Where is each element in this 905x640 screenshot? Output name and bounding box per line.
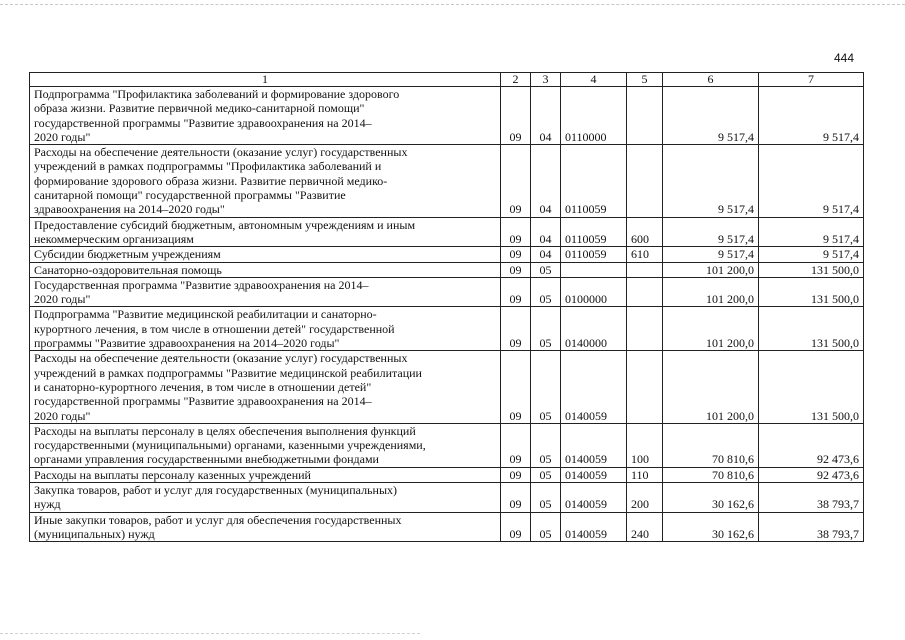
row-name-line: (муниципальных) нужд	[34, 526, 155, 541]
row-name-cell	[30, 145, 501, 217]
row-name-line: Подпрограмма "Развитие медицинской реабилитации и санаторно-	[34, 307, 377, 322]
cell-c7: 38 793,7	[759, 512, 864, 542]
row-name-line: нужд	[34, 497, 61, 512]
table-row	[30, 262, 864, 277]
cell-c4: 0140059	[561, 351, 627, 423]
cell-c4: 0140000	[561, 307, 627, 351]
cell-c2: 09	[501, 277, 531, 307]
cell-c3: 05	[531, 351, 561, 423]
row-name-cell	[30, 247, 501, 262]
cell-c4: 0140059	[561, 512, 627, 542]
row-name-line: Расходы на обеспечение деятельности (оказание услуг) государственных	[34, 145, 408, 160]
cell-c6: 101 200,0	[663, 262, 759, 277]
cell-c2: 09	[501, 423, 531, 467]
cell-c3: 04	[531, 247, 561, 262]
cell-c5	[627, 87, 663, 145]
row-name-line: Иные закупки товаров, работ и услуг для обеспечения государственных	[34, 512, 402, 527]
row-name-cell	[30, 351, 501, 423]
cell-c2: 09	[501, 145, 531, 217]
header-cell-3: 3	[531, 73, 561, 87]
cell-c2: 09	[501, 483, 531, 513]
cell-c3: 05	[531, 483, 561, 513]
header-cell-6: 6	[663, 73, 759, 87]
page-number: 444	[834, 51, 855, 65]
cell-c2: 09	[501, 307, 531, 351]
row-name-line: 2020 годы"	[34, 292, 91, 307]
cell-c5	[627, 351, 663, 423]
table-row	[30, 277, 864, 307]
header-row	[30, 73, 864, 87]
row-name-line: 2020 годы"	[34, 129, 91, 144]
row-name-cell	[30, 423, 501, 467]
scan-artifact-top	[0, 4, 905, 5]
table-row	[30, 512, 864, 542]
cell-c2: 09	[501, 87, 531, 145]
table-row	[30, 483, 864, 513]
row-name-line: органами управления государственными внебюджетными фондами	[34, 452, 379, 467]
cell-c6: 9 517,4	[663, 217, 759, 247]
header-cell-1: 1	[30, 73, 501, 87]
row-name-line: Закупка товаров, работ и услуг для государственных (муниципальных)	[34, 483, 398, 498]
row-name-line: учреждений в рамках подпрограммы "Профилактика заболеваний и	[34, 159, 382, 174]
cell-c7: 92 473,6	[759, 467, 864, 482]
cell-c5: 610	[627, 247, 663, 262]
row-name-line: Расходы на обеспечение деятельности (оказание услуг) государственных	[34, 351, 408, 366]
cell-c7: 9 517,4	[759, 247, 864, 262]
cell-c2: 09	[501, 247, 531, 262]
cell-c2: 09	[501, 512, 531, 542]
cell-c3: 05	[531, 467, 561, 482]
cell-c5	[627, 145, 663, 217]
header-cell-4: 4	[561, 73, 627, 87]
row-name-line: учреждений в рамках подпрограммы "Развитие медицинской реабилитации	[34, 365, 422, 380]
cell-c5: 240	[627, 512, 663, 542]
cell-c7: 131 500,0	[759, 277, 864, 307]
cell-c4: 0110059	[561, 247, 627, 262]
cell-c5: 100	[627, 423, 663, 467]
table-row	[30, 423, 864, 467]
cell-c7: 38 793,7	[759, 483, 864, 513]
cell-c6: 101 200,0	[663, 307, 759, 351]
cell-c5: 200	[627, 483, 663, 513]
header-cell-5: 5	[627, 73, 663, 87]
row-name-cell	[30, 262, 501, 277]
header-cell-2: 2	[501, 73, 531, 87]
cell-c4: 0110059	[561, 145, 627, 217]
scan-artifact-bottom	[0, 633, 420, 634]
header-cell-7: 7	[759, 73, 864, 87]
cell-c4	[561, 262, 627, 277]
cell-c3: 05	[531, 512, 561, 542]
cell-c6: 30 162,6	[663, 483, 759, 513]
cell-c3: 05	[531, 277, 561, 307]
budget-table	[29, 72, 864, 542]
cell-c2: 09	[501, 262, 531, 277]
cell-c3: 04	[531, 217, 561, 247]
cell-c6: 70 810,6	[663, 467, 759, 482]
cell-c4: 0100000	[561, 277, 627, 307]
row-name-cell	[30, 512, 501, 542]
cell-c4: 0140059	[561, 483, 627, 513]
row-name-line: Субсидии бюджетным учреждениям	[34, 247, 221, 262]
row-name-line: санитарной помощи" государственной программы "Развитие	[34, 188, 346, 203]
cell-c4: 0110059	[561, 217, 627, 247]
cell-c7: 131 500,0	[759, 351, 864, 423]
table-row	[30, 467, 864, 482]
cell-c5: 110	[627, 467, 663, 482]
cell-c3: 05	[531, 423, 561, 467]
table-row	[30, 217, 864, 247]
row-name-line: государственной программы "Развитие здравоохранения на 2014–	[34, 115, 372, 130]
cell-c4: 0140059	[561, 423, 627, 467]
row-name-line: государственными (муниципальными) органами, казенными учреждениями,	[34, 438, 426, 453]
cell-c7: 131 500,0	[759, 262, 864, 277]
row-name-line: 2020 годы"	[34, 408, 91, 423]
cell-c5: 600	[627, 217, 663, 247]
cell-c2: 09	[501, 351, 531, 423]
table-row	[30, 351, 864, 423]
cell-c7: 92 473,6	[759, 423, 864, 467]
cell-c6: 101 200,0	[663, 277, 759, 307]
row-name-cell	[30, 87, 501, 145]
table-row	[30, 145, 864, 217]
row-name-line: курортного лечения, в том числе в отношении детей" государственной	[34, 321, 395, 336]
cell-c6: 70 810,6	[663, 423, 759, 467]
row-name-line: образа жизни. Развитие первичной медико-санитарной помощи"	[34, 101, 365, 116]
cell-c5	[627, 277, 663, 307]
cell-c3: 05	[531, 307, 561, 351]
cell-c4: 0110000	[561, 87, 627, 145]
row-name-line: Расходы на выплаты персоналу в целях обеспечения выполнения функций	[34, 423, 416, 438]
cell-c5	[627, 307, 663, 351]
row-name-cell	[30, 467, 501, 482]
cell-c6: 9 517,4	[663, 87, 759, 145]
cell-c3: 04	[531, 145, 561, 217]
cell-c5	[627, 262, 663, 277]
cell-c7: 9 517,4	[759, 217, 864, 247]
cell-c3: 04	[531, 87, 561, 145]
row-name-cell	[30, 217, 501, 247]
cell-c4: 0140059	[561, 467, 627, 482]
cell-c6: 101 200,0	[663, 351, 759, 423]
cell-c7: 9 517,4	[759, 87, 864, 145]
cell-c2: 09	[501, 217, 531, 247]
table-row	[30, 247, 864, 262]
row-name-line: и санаторно-курортного лечения, в том числе в отношении детей"	[34, 379, 372, 394]
row-name-cell	[30, 483, 501, 513]
row-name-line: государственной программы "Развитие здравоохранения на 2014–	[34, 394, 372, 409]
row-name-line: Государственная программа "Развитие здравоохранения на 2014–	[34, 277, 369, 292]
row-name-line: формирование здорового образа жизни. Развитие первичной медико-	[34, 173, 388, 188]
table-row	[30, 87, 864, 145]
row-name-line: Расходы на выплаты персоналу казенных учреждений	[34, 467, 311, 482]
cell-c7: 9 517,4	[759, 145, 864, 217]
row-name-cell	[30, 307, 501, 351]
row-name-line: некоммерческим организациям	[34, 231, 194, 246]
row-name-line: Санаторно-оздоровительная помощь	[34, 262, 222, 277]
cell-c6: 9 517,4	[663, 247, 759, 262]
cell-c2: 09	[501, 467, 531, 482]
table-row	[30, 307, 864, 351]
cell-c3: 05	[531, 262, 561, 277]
row-name-line: здравоохранения на 2014–2020 годы"	[34, 202, 225, 217]
row-name-line: Предоставление субсидий бюджетным, автономным учреждениям и иным	[34, 217, 416, 232]
cell-c6: 9 517,4	[663, 145, 759, 217]
row-name-line: программы "Развитие здравоохранения на 2014–2020 годы"	[34, 336, 340, 351]
row-name-line: Подпрограмма "Профилактика заболеваний и формирование здорового	[34, 87, 400, 101]
cell-c6: 30 162,6	[663, 512, 759, 542]
row-name-cell	[30, 277, 501, 307]
cell-c7: 131 500,0	[759, 307, 864, 351]
